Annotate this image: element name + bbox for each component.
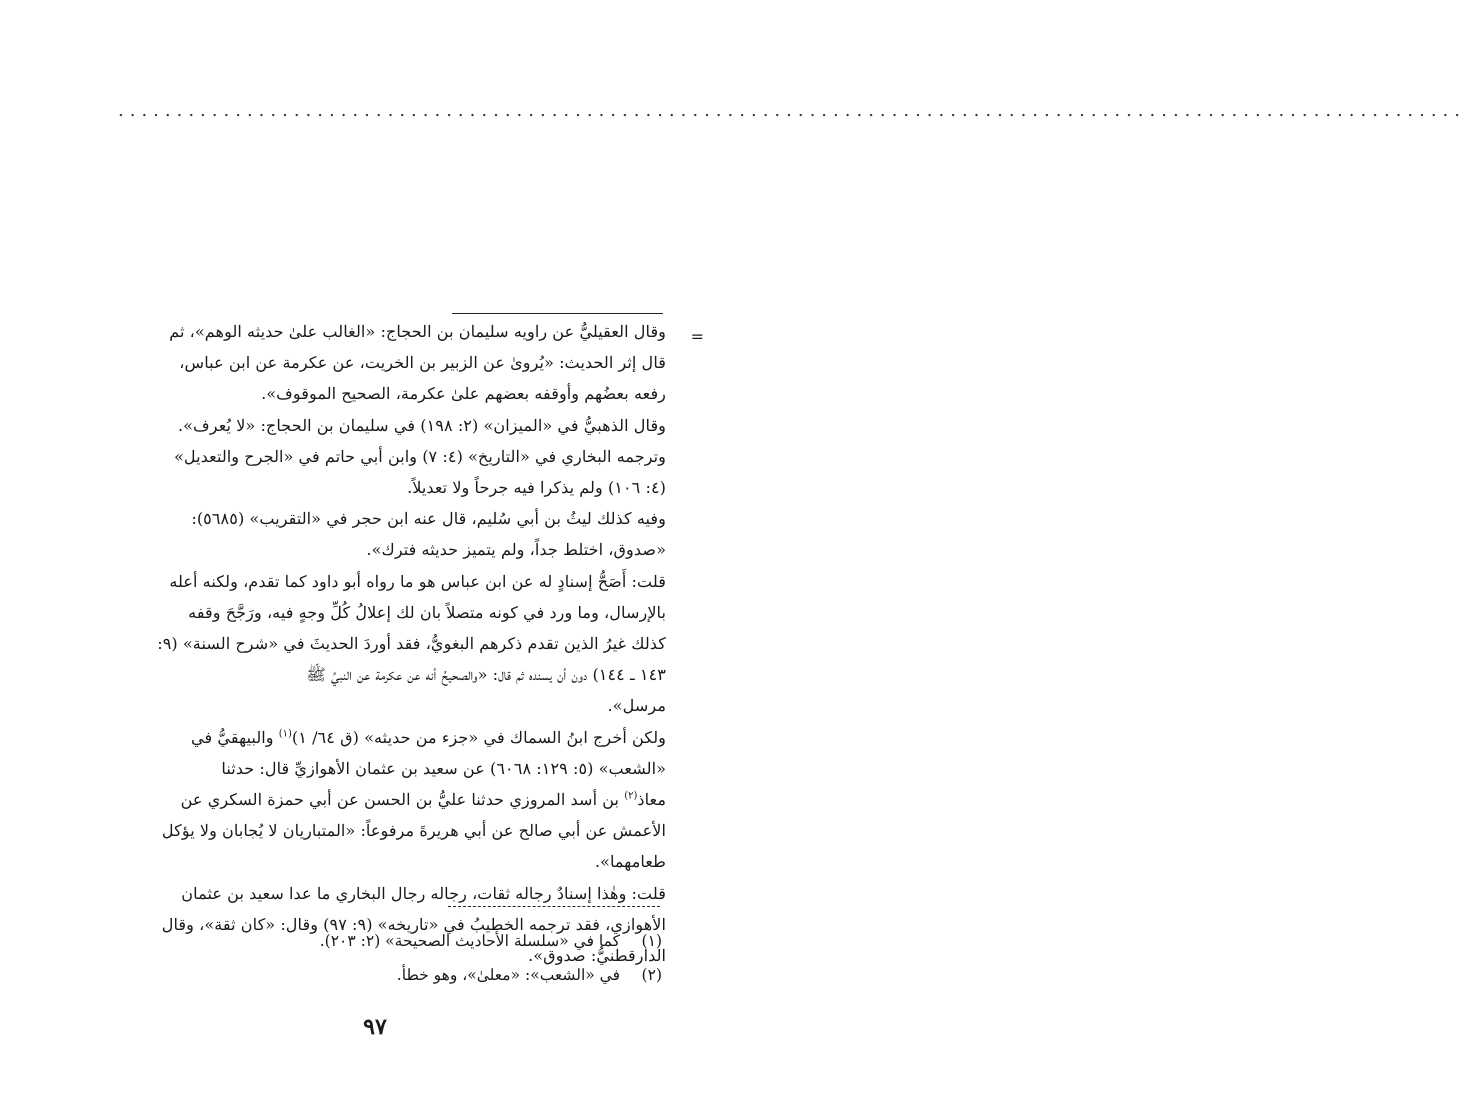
continued-footnote-body xyxy=(100,316,666,971)
footnote-ref-1: (١) xyxy=(278,728,292,740)
text-segment: والبيهقيُّ في xyxy=(191,727,279,747)
footnote-ref-2: (٢) xyxy=(624,790,638,802)
footnote-item xyxy=(230,924,662,958)
text-line-with-ref xyxy=(100,722,666,753)
text-line: الدارقطنيُّ: صدوق». xyxy=(528,946,666,966)
text-line: الأهوازي، فقد ترجمه الخطيبُ في «تاريخه» (٩: ٩٧) وقال: «كان ثقة»، وقال xyxy=(161,914,666,934)
continuation-mark: = xyxy=(690,327,704,346)
footnotes xyxy=(230,924,662,992)
text-segment: بن أسد المروزي حدثنا عليُّ بن الحسن عن أبي حمزة السكري عن xyxy=(180,790,625,810)
page-number: ٩٧ xyxy=(363,1014,387,1040)
text-line: وقال الذهبيُّ في «الميزان» (٢: ١٩٨) في سليمان بن الحجاج: «لا يُعرف». xyxy=(177,415,666,435)
text-line: «صدوق، اختلط جداً، ولم يتميز حديثه فترك». xyxy=(366,540,666,560)
footnote-number: (٢) xyxy=(641,966,662,984)
footnote-text: في «الشعب»: «معلىٰ»، وهو خطأ. xyxy=(396,966,620,984)
text-line: الأعمش عن أبي صالح عن أبي هريرةَ مرفوعاً: «المتباريان لا يُجابان ولا يؤكل xyxy=(161,821,666,841)
footnote-number: (١) xyxy=(641,932,662,950)
text-line: بالإرسال، وما ورد في كونه متصلاً بان لك إعلالُ كُلِّ وجهٍ فيه، ورَجَّحَ وقفه xyxy=(188,602,666,622)
footnote-text: كما في «سلسلة الأحاديث الصحيحة» (٢: ٢٠٣). xyxy=(319,932,620,950)
text-line: طعامهما». xyxy=(594,852,666,872)
top-dotted-separator: ................................................................................................................... xyxy=(118,100,1466,121)
text-line: ١٤٣ ـ ١٤٤) دون أن يسنده ثم قال: «والصحيحُ أنه عن عكرمة عن النبيِّ ﷺ xyxy=(306,665,666,685)
text-line: قلت: وهٰذا إسنادٌ رجاله ثقات، رجاله رجال البخاري ما عدا سعيد بن عثمان xyxy=(181,883,666,903)
footnote-continuation-rule xyxy=(452,313,663,314)
text-line-with-ref xyxy=(100,784,666,815)
text-line: قال إثر الحديث: «يُروىٰ عن الزبير بن الخريت، عن عكرمة عن ابن عباس، xyxy=(179,353,666,373)
text-line: قلت: أَصَحُّ إسنادٍ له عن ابن عباس هو ما رواه أبو داود كما تقدم، ولكنه أعله xyxy=(169,571,666,591)
text-line: وقال العقيليُّ عن راويه سليمان بن الحجاج: «الغالب علىٰ حديثه الوهم»، ثم xyxy=(169,322,666,341)
text-line: «الشعب» (٥: ١٢٩: ٦٠٦٨) عن سعيد بن عثمان الأهوازيِّ قال: حدثنا xyxy=(221,758,666,778)
text-segment: ولكن أخرج ابنُ السماك في «جزء من حديثه» (ق ٦٤/ ١) xyxy=(291,727,666,747)
footnote-item xyxy=(230,958,662,992)
text-segment: معاذ xyxy=(637,790,666,810)
text-line: (٤: ١٠٦) ولم يذكرا فيه جرحاً ولا تعديلاً. xyxy=(407,478,666,498)
text-line: وفيه كذلك ليثُ بن أبي سُليم، قال عنه ابن حجر في «التقريب» (٥٦٨٥): xyxy=(191,509,666,529)
footnote-separator xyxy=(448,906,660,907)
text-line: مرسل». xyxy=(607,696,666,716)
text-line: رفعه بعضُهم وأوقفه بعضهم علىٰ عكرمة، الصحيح الموقوف». xyxy=(261,384,666,404)
text-line: كذلك غيرُ الذين تقدم ذكرهم البغويُّ، فقد أوردَ الحديثَ في «شرح السنة» (٩: xyxy=(157,634,666,654)
text-line: وترجمه البخاري في «التاريخ» (٤: ٧) وابن أبي حاتم في «الجرح والتعديل» xyxy=(174,446,666,466)
